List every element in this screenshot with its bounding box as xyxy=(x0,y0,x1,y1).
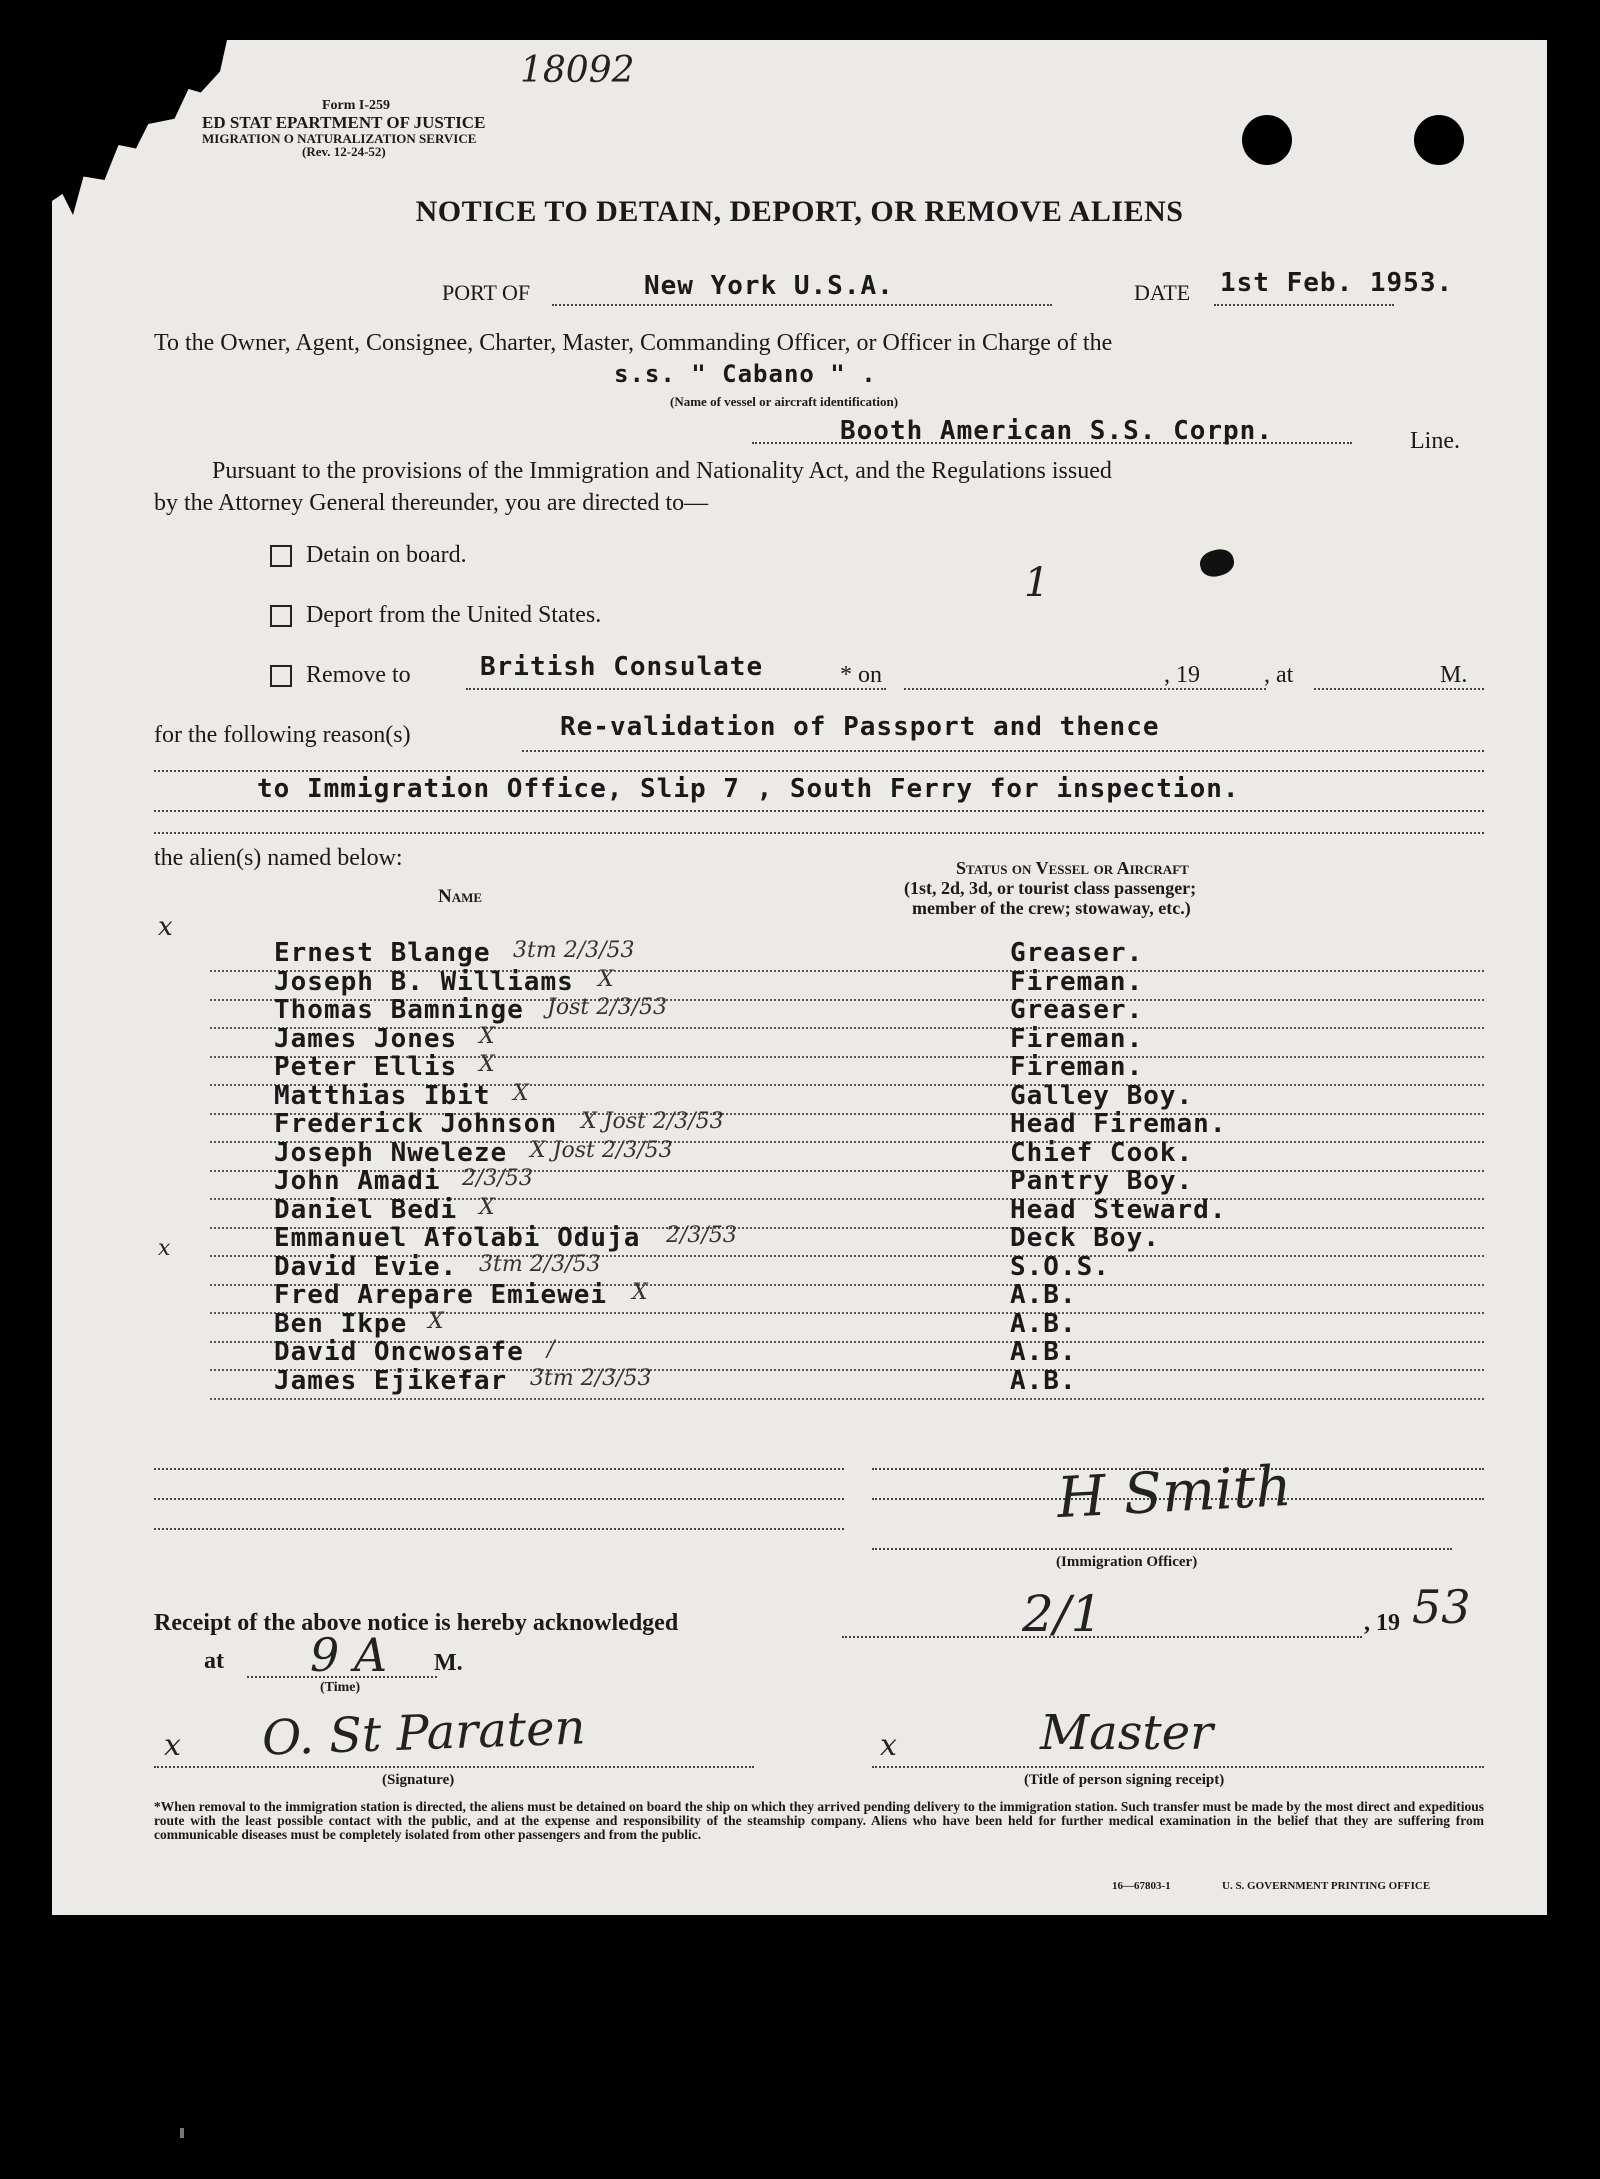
alien-status: Chief Cook. xyxy=(1010,1137,1194,1168)
receipt-title: Master xyxy=(1040,1705,1214,1761)
punch-hole-right xyxy=(1414,115,1464,165)
alien-name: Fred Arepare Emiewei xyxy=(274,1280,608,1310)
page-title: NOTICE TO DETAIN, DEPORT, OR REMOVE ALIENS xyxy=(415,195,1184,228)
title-caption: (Title of person signing receipt) xyxy=(1024,1772,1225,1788)
alien-status: Fireman. xyxy=(1010,966,1144,997)
form-service: MIGRATION O NATURALIZATION SERVICE xyxy=(202,131,477,146)
printing-office: U. S. GOVERNMENT PRINTING OFFICE xyxy=(1222,1880,1431,1892)
print-code: 16—67803-1 xyxy=(1112,1880,1171,1892)
remove-on-label: * on xyxy=(840,662,882,688)
alien-status: S.O.S. xyxy=(1010,1251,1110,1282)
time-caption: (Time) xyxy=(320,1680,361,1695)
handwritten-annotation: X xyxy=(479,1194,495,1220)
form-revision: (Rev. 12-24-52) xyxy=(302,144,386,159)
handwritten-annotation: 2/3/53 xyxy=(666,1223,737,1248)
handwritten-annotation: 3tm 2/3/53 xyxy=(479,1251,601,1277)
handwritten-annotation: Jost 2/3/53 xyxy=(547,995,668,1020)
vessel-value: s.s. " Cabano " . xyxy=(614,360,877,388)
alien-status: Fireman. xyxy=(1010,1023,1144,1054)
date-value: 1st Feb. 1953. xyxy=(1220,268,1454,298)
handwritten-annotation: 2/3/53 xyxy=(462,1166,533,1191)
alien-status: Galley Boy. xyxy=(1010,1080,1194,1111)
alien-status: A.B. xyxy=(1010,1337,1077,1367)
time-m-label: M. xyxy=(434,1650,463,1676)
form-department: ED STAT EPARTMENT OF JUSTICE xyxy=(202,113,486,132)
pursuant-line-2: by the Attorney General thereunder, you are directed to— xyxy=(154,490,709,516)
footnote: *When removal to the immigration station is directed, the aliens must be detained on board the ship on which they arrived pending delivery to the immigration station. Such transfer must be made by the most direct and expeditious route with the least possible contact with the public, and at the expense and responsibility of the steamship company. Aliens who have been held for further medical examination in the belief that they are suffering from communicable diseases must be completely isolated from other passengers and from the public. xyxy=(154,1799,1484,1843)
torn-corner xyxy=(52,40,227,215)
alien-name: David Oncwosafe xyxy=(274,1337,524,1367)
date-label: DATE xyxy=(1134,280,1191,305)
reason-line-1: Re-validation of Passport and thence xyxy=(560,712,1160,742)
handwritten-annotation: X Jost 2/3/53 xyxy=(530,1137,673,1163)
receipt-text: Receipt of the above notice is hereby acknowledged xyxy=(154,1610,679,1636)
alien-status: Greaser. xyxy=(1010,938,1144,968)
pursuant-line-1: Pursuant to the provisions of the Immigration and Nationality Act, and the Regulations issued xyxy=(212,458,1112,484)
aliens-label: the alien(s) named below: xyxy=(154,845,403,871)
handwritten-annotation: X xyxy=(513,1080,529,1106)
handwritten-annotation: X Jost 2/3/53 xyxy=(581,1109,724,1134)
alien-status: A.B. xyxy=(1010,1365,1077,1396)
alien-status: Pantry Boy. xyxy=(1010,1166,1194,1196)
port-value: New York U.S.A. xyxy=(644,271,894,301)
alien-name: Peter Ellis xyxy=(274,1052,458,1082)
alien-name: Joseph B. Williams xyxy=(274,966,574,997)
remove-checkbox[interactable] xyxy=(270,665,292,687)
name-header: Name xyxy=(438,886,483,907)
alien-name: John Amadi xyxy=(274,1166,441,1196)
alien-name: Daniel Bedi xyxy=(274,1194,458,1225)
option-deport[interactable] xyxy=(270,602,601,629)
deport-checkbox[interactable] xyxy=(270,605,292,627)
handwritten-annotation: X xyxy=(428,1308,444,1334)
table-row-line xyxy=(210,1398,1484,1400)
alien-status: A.B. xyxy=(1010,1280,1077,1310)
option-detain-label: Detain on board. xyxy=(306,542,467,568)
option-remove-label: Remove to xyxy=(306,662,411,688)
alien-status: Deck Boy. xyxy=(1010,1223,1160,1253)
alien-name: Ben Ikpe xyxy=(274,1308,408,1339)
port-label: PORT OF xyxy=(442,280,531,305)
alien-status: Head Steward. xyxy=(1010,1194,1227,1225)
option-remove[interactable] xyxy=(270,662,411,689)
alien-name: David Evie. xyxy=(274,1251,458,1282)
film-speck xyxy=(180,2128,184,2138)
alien-name: Matthias Ibit xyxy=(274,1080,491,1111)
row-check-mark-1: x xyxy=(158,912,173,942)
alien-status: Greaser. xyxy=(1010,995,1144,1025)
title-x-mark: x xyxy=(880,1728,897,1763)
alien-name: Frederick Johnson xyxy=(274,1109,558,1139)
at-label: at xyxy=(204,1648,224,1674)
form-number: Form I-259 xyxy=(322,98,391,113)
handwritten-annotation: X xyxy=(479,1023,495,1049)
line-label: Line. xyxy=(1410,428,1460,454)
option-detain[interactable] xyxy=(270,542,467,569)
alien-name: James Ejikefar xyxy=(274,1365,508,1396)
handwritten-file-number: 18092 xyxy=(520,50,635,91)
punch-hole-left xyxy=(1242,115,1292,165)
remove-at-label: , at xyxy=(1264,662,1294,688)
remove-m-label: M. xyxy=(1440,662,1468,688)
remove-year-prefix: , 19 xyxy=(1164,662,1200,688)
alien-name: James Jones xyxy=(274,1023,458,1054)
officer-signature: H Smith xyxy=(1055,1453,1294,1532)
handwritten-annotation: X xyxy=(632,1280,648,1305)
line-value: Booth American S.S. Corpn. xyxy=(840,416,1273,446)
signature-caption: (Signature) xyxy=(382,1772,455,1788)
handwritten-annotation: X xyxy=(479,1052,495,1077)
vessel-caption: (Name of vessel or aircraft identification) xyxy=(670,394,899,409)
remove-destination: British Consulate xyxy=(480,652,764,682)
handwritten-one: 1 xyxy=(1024,560,1050,606)
alien-name: Emmanuel Afolabi Oduja xyxy=(274,1223,641,1253)
status-header-detail-1: (1st, 2d, 3d, or tourist class passenger; xyxy=(904,878,1197,898)
status-header: Status on Vessel or Aircraft xyxy=(956,858,1189,878)
receipt-year: 53 xyxy=(1412,1580,1471,1634)
time-value: 9 A xyxy=(310,1628,388,1682)
row-check-mark-2: x xyxy=(158,1236,171,1261)
ink-blot xyxy=(1197,546,1237,580)
receipt-date: 2/1 xyxy=(1022,1585,1103,1643)
option-deport-label: Deport from the United States. xyxy=(306,602,602,628)
signature-x-mark: x xyxy=(164,1728,181,1763)
document-page xyxy=(52,40,1547,1915)
to-line: To the Owner, Agent, Consignee, Charter, Master, Commanding Officer, or Officer in Charge of the xyxy=(154,330,1113,356)
handwritten-annotation: / xyxy=(547,1337,555,1362)
status-header-detail-2: member of the crew; stowaway, etc.) xyxy=(912,898,1191,918)
alien-name: Ernest Blange xyxy=(274,938,491,968)
alien-name: Thomas Bamninge xyxy=(274,995,524,1025)
receipt-year-prefix: , 19 xyxy=(1364,1610,1400,1636)
officer-caption: (Immigration Officer) xyxy=(1056,1554,1198,1570)
receipt-signature: O. St Paraten xyxy=(261,1699,587,1767)
alien-status: A.B. xyxy=(1010,1308,1077,1339)
handwritten-annotation: X xyxy=(598,966,614,992)
handwritten-annotation: 3tm 2/3/53 xyxy=(530,1365,652,1391)
handwritten-annotation: 3tm 2/3/53 xyxy=(513,938,635,963)
reason-label: for the following reason(s) xyxy=(154,722,411,748)
detain-checkbox[interactable] xyxy=(270,545,292,567)
alien-status: Head Fireman. xyxy=(1010,1109,1227,1139)
reason-line-2: to Immigration Office, Slip 7 , South Ferry for inspection. xyxy=(257,774,1240,804)
alien-name: Joseph Nweleze xyxy=(274,1137,508,1168)
alien-status: Fireman. xyxy=(1010,1052,1144,1082)
